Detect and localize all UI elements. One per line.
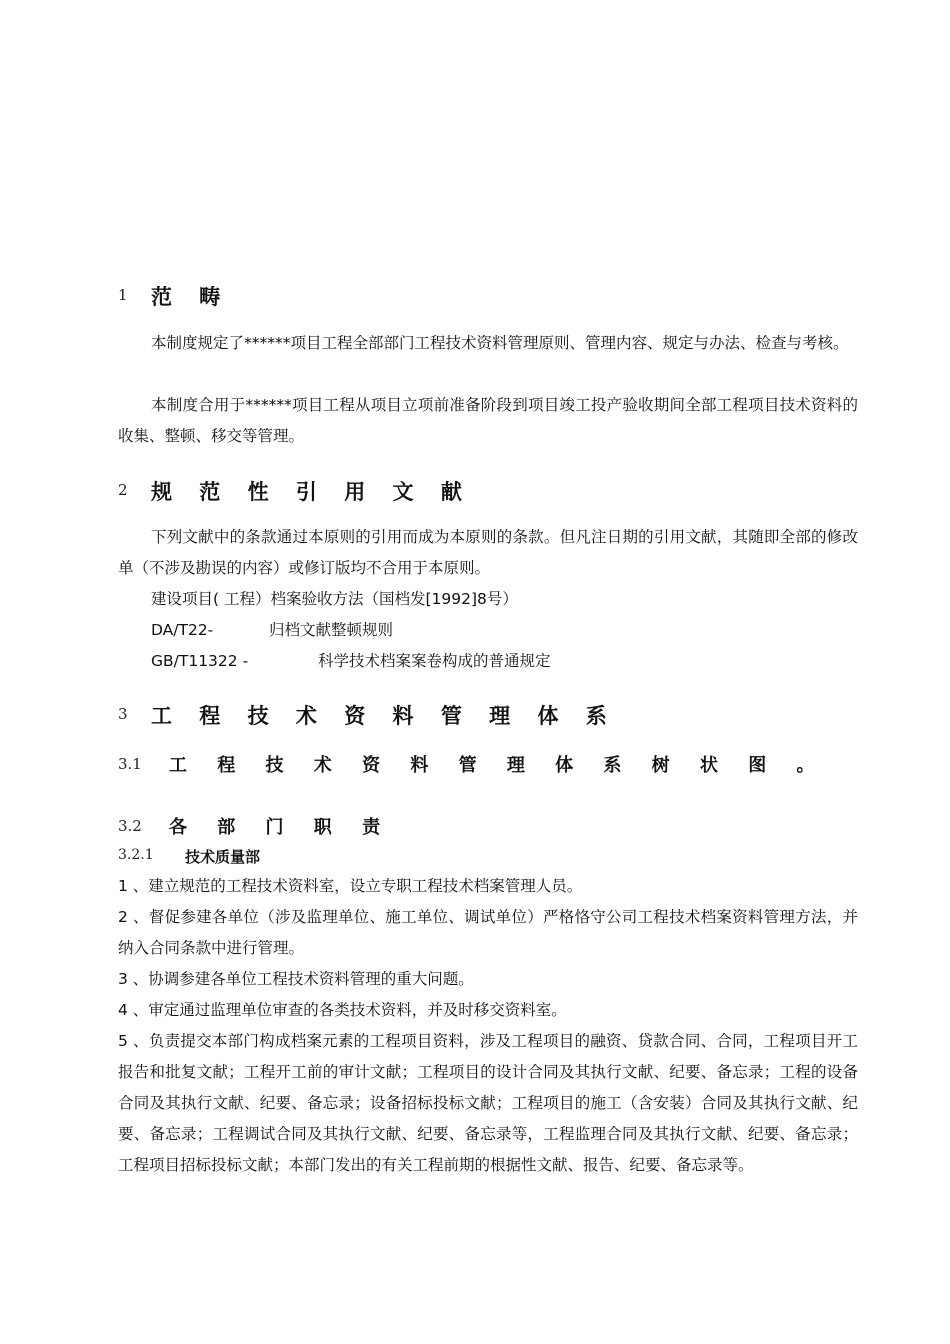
- section-1-number: 1: [118, 286, 128, 304]
- section-2-number: 2: [118, 481, 128, 499]
- duty-item-4: 4 、审定通过监理单位审查的各类技术资料，并及时移交资料室。: [118, 1001, 567, 1019]
- section-3-2-title: 各 部 门 职 责: [169, 817, 393, 838]
- section-3-2-1-title: 技术质量部: [185, 848, 261, 866]
- section-3-title: 工 程 技 术 资 料 管 理 体 系: [151, 704, 617, 728]
- section-1-paragraph-2: 本制度合用于******项目工程从项目立项前准备阶段到项目竣工投产验收期间全部工程项目技术资料的收集、整顿、移交等管理。: [118, 396, 858, 445]
- section-2-title: 规 范 性 引 用 文 献: [151, 480, 472, 504]
- duty-item-5: 5 、负责提交本部门构成档案元素的工程项目资料，涉及工程项目的融资、贷款合同、合同，工程项目开工报告和批复文献；工程开工前的审计文献；工程项目的设计合同及其执行文献、纪要、备忘录；工程的设备合同及其执行文献、纪要、备忘录；设备招标投标文献；工程项目的施工（含安装）合同及其执行文献、纪要、备忘录；工程调试合同及其执行文献、纪要、备忘录等，工程监理合同及其执行文献、纪要、备忘录；工程项目招标投标文献；本部门发出的有关工程前期的根据性文献、报告、纪要、备忘录等。: [118, 1032, 858, 1174]
- section-1-title: 范 畴: [151, 285, 231, 309]
- reference-2-code: DA/T22-: [151, 621, 214, 639]
- section-3-number: 3: [118, 705, 128, 723]
- reference-1: 建设项目( 工程）档案验收方法（国档发[1992]8号）: [151, 590, 518, 608]
- section-3-2-number: 3.2: [118, 817, 142, 835]
- section-3-2-1-number: 3.2.1: [118, 847, 154, 863]
- duty-item-2: 2 、督促参建各单位（涉及监理单位、施工单位、调试单位）严格恪守公司工程技术档案资料管理方法，并纳入合同条款中进行管理。: [118, 908, 858, 957]
- reference-2-title: 归档文献整顿规则: [269, 621, 394, 639]
- section-1-paragraph-1: 本制度规定了******项目工程全部部门工程技术资料管理原则、管理内容、规定与办法、检查与考核。: [151, 334, 849, 352]
- duty-item-1: 1 、建立规范的工程技术资料室，设立专职工程技术档案管理人员。: [118, 877, 583, 895]
- reference-3-code: GB/T11322 -: [151, 652, 249, 670]
- section-3-1-title: 工 程 技 术 资 料 管 理 体 系 树 状 图 。: [169, 755, 827, 776]
- section-3-1-number: 3.1: [118, 755, 142, 773]
- reference-3-title: 科学技术档案案卷构成的普通规定: [318, 652, 551, 670]
- section-2-paragraph-1: 下列文献中的条款通过本原则的引用而成为本原则的条款。但凡注日期的引用文献，其随即全部的修改单（不涉及勘误的内容）或修订版均不合用于本原则。: [118, 528, 858, 577]
- duty-item-3: 3 、协调参建各单位工程技术资料管理的重大问题。: [118, 970, 474, 988]
